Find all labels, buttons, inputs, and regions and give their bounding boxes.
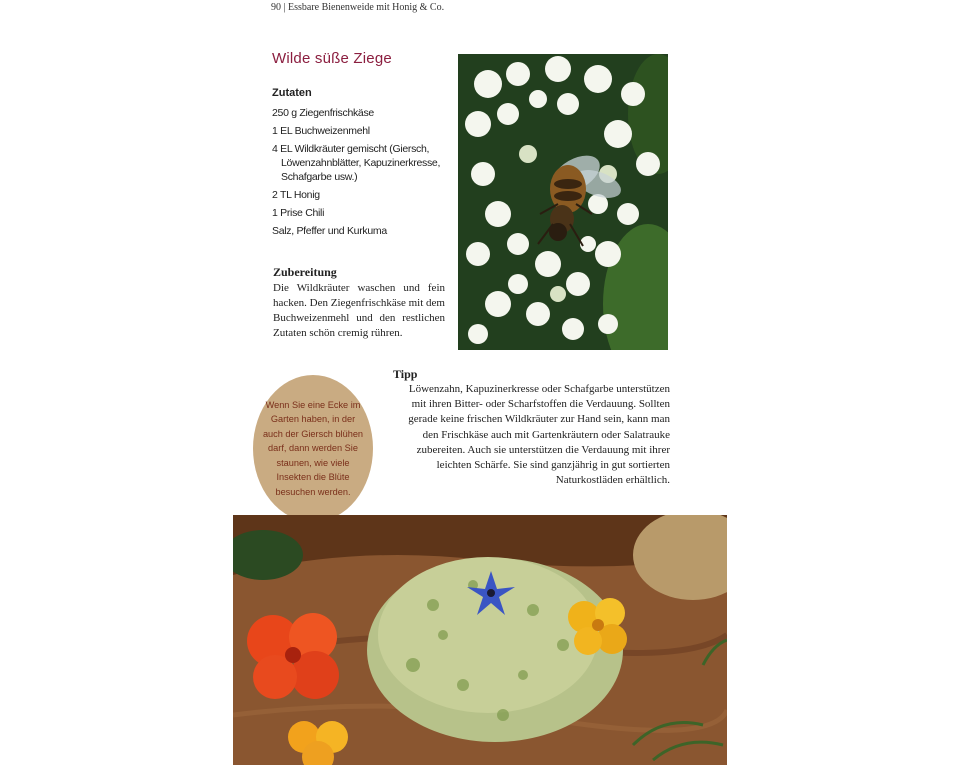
running-head: 90 | Essbare Bienenweide mit Honig & Co. [271,2,445,13]
preparation-text: Die Wildkräuter waschen und fein hacken. Den Ziegenfrischkäse mit dem Buchweizenmehl und den restlichen Zutaten schön cremig rühren. [273,282,445,339]
callout-text: Wenn Sie eine Ecke im Garten haben, in der auch der Giersch blühen darf, dann werden Sie staunen, wie viele Insekten die Blüte besuchen werden. [262,399,364,497]
ingredient-item: 4 EL Wildkräuter gemischt (Giersch, Löwenzahnblätter, Kapuzinerkresse, Schafgarbe usw.) [272,143,441,183]
recipe-title: Wilde süße Ziege [272,50,392,67]
ingredient-item: 2 TL Honig [272,189,320,201]
tip-text: Löwenzahn, Kapuzinerkresse oder Schafgarbe unterstützen mit ihren Bitter- oder Scharfstoffen die Verdauung. Sollten gerade keine frischen Wildkräuter zur Hand sein, kann man den Frischkäse auch mit Gartenkräutern oder Salatrauke zubereiten. Auch sie unterstützen die Verdauung mit ihrer leichten Schärfe. Sie sind ganzjährig in gut sortierten Naturkostläden erhältlich. [408,383,670,487]
ingredient-item: 250 g Ziegenfrischkäse [272,107,374,119]
callout-circle [253,375,373,522]
ingredient-item: 1 Prise Chili [272,207,325,219]
ingredients-list [272,106,450,242]
ingredients-heading: Zutaten [272,87,312,99]
bee-on-flowers-photo [458,54,668,350]
cheese-spread-photo [233,515,727,765]
tip-heading: Tipp [393,367,418,381]
ingredient-item: Salz, Pfeffer und Kurkuma [272,225,387,237]
preparation-heading: Zubereitung [273,265,337,279]
ingredient-item: 1 EL Buchweizenmehl [272,125,370,137]
